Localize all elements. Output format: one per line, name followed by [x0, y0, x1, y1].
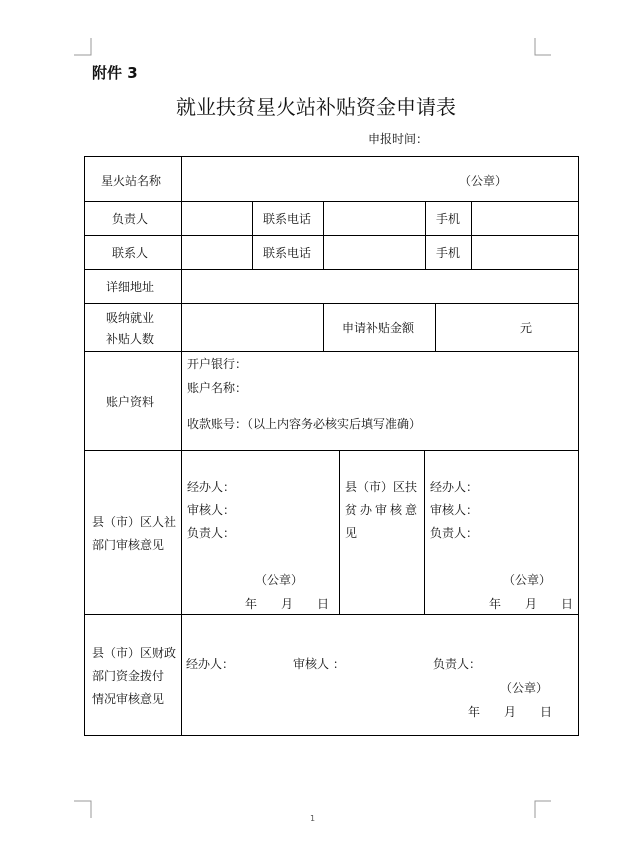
social-dept-handler-label: 经办人： [187, 480, 236, 494]
person-in-charge-mobile-field[interactable] [472, 202, 578, 235]
finance-dept-seal-label: （公章） [500, 681, 549, 695]
page-number: 1 [310, 814, 316, 823]
poverty-office-label-line2: 贫办审核意 [345, 503, 421, 517]
contact-field[interactable] [182, 236, 252, 269]
person-in-charge-label: 负责人 [112, 212, 149, 226]
finance-dept-opinion-field[interactable] [182, 725, 578, 735]
social-dept-seal-label: （公章） [255, 573, 304, 587]
address-label: 详细地址 [106, 280, 155, 294]
poverty-office-handler-label: 经办人： [430, 480, 479, 494]
account-info-field[interactable] [240, 352, 578, 450]
person-in-charge-phone-label: 联系电话 [263, 212, 312, 226]
row-divider [84, 614, 579, 615]
subsidy-amount-label: 申请补贴金额 [342, 321, 415, 335]
contact-label: 联系人 [112, 246, 149, 260]
social-dept-opinion-field[interactable] [240, 451, 339, 614]
attachment-label: 附件 3 [92, 64, 138, 82]
station-seal-label: （公章） [459, 174, 508, 188]
employment-count-field[interactable] [182, 304, 323, 351]
social-dept-responsible-label: 负责人： [187, 526, 236, 540]
column-divider [323, 303, 324, 351]
finance-dept-label-line3: 情况审核意见 [92, 692, 165, 706]
person-in-charge-field[interactable] [182, 202, 252, 235]
social-dept-date-label: 年 月 日 [245, 597, 330, 611]
subsidy-amount-field[interactable] [436, 304, 578, 351]
social-dept-reviewer-label: 审核人： [187, 503, 236, 517]
finance-dept-reviewer-label: 审核人 ： [293, 657, 345, 671]
poverty-office-seal-label: （公章） [503, 573, 552, 587]
contact-phone-label: 联系电话 [263, 246, 312, 260]
column-divider [252, 201, 253, 269]
address-field[interactable] [182, 270, 578, 303]
contact-phone-field[interactable] [324, 236, 425, 269]
page-title: 就业扶贫星火站补贴资金申请表 [176, 95, 456, 119]
column-divider [424, 450, 425, 614]
bank-label: 开户银行： [187, 357, 248, 371]
account-number-label: 收款账号：（以上内容务必核实后填写准确） [187, 417, 422, 431]
employment-count-label-line2: 补贴人数 [106, 332, 155, 346]
finance-dept-responsible-label: 负责人： [433, 657, 482, 671]
crop-mark-bottom-left [74, 800, 92, 818]
poverty-office-label-line3: 见 [345, 526, 358, 540]
report-time-label: 申报时间： [368, 132, 429, 146]
account-name-label: 账户名称： [187, 381, 248, 395]
social-dept-label-line2: 部门审核意见 [92, 538, 165, 552]
poverty-office-date-label: 年 月 日 [489, 597, 574, 611]
crop-mark-top-left [74, 38, 92, 56]
finance-dept-label-line1: 县（市）区财政 [92, 646, 177, 660]
account-info-label: 账户资料 [106, 395, 155, 409]
crop-mark-bottom-right [534, 800, 552, 818]
person-in-charge-phone-field[interactable] [324, 202, 425, 235]
poverty-office-responsible-label: 负责人： [430, 526, 479, 540]
poverty-office-opinion-field[interactable] [480, 451, 578, 561]
poverty-office-reviewer-label: 审核人： [430, 503, 479, 517]
contact-mobile-field[interactable] [472, 236, 578, 269]
finance-dept-date-label: 年 月 日 [468, 705, 553, 719]
finance-dept-label-line2: 部门资金拨付 [92, 669, 165, 683]
station-name-field[interactable] [182, 157, 578, 201]
poverty-office-label-line1: 县（市）区扶 [345, 480, 418, 494]
subsidy-amount-unit: 元 [520, 321, 533, 335]
employment-count-label-line1: 吸纳就业 [106, 311, 155, 325]
contact-mobile-label: 手机 [436, 246, 461, 260]
social-dept-label-line1: 县（市）区人社 [92, 515, 177, 529]
person-in-charge-mobile-label: 手机 [436, 212, 461, 226]
column-divider [339, 450, 340, 614]
crop-mark-top-right [534, 38, 552, 56]
column-divider [425, 201, 426, 269]
finance-dept-handler-label: 经办人： [186, 657, 235, 671]
station-name-label: 星火站名称 [101, 174, 162, 188]
